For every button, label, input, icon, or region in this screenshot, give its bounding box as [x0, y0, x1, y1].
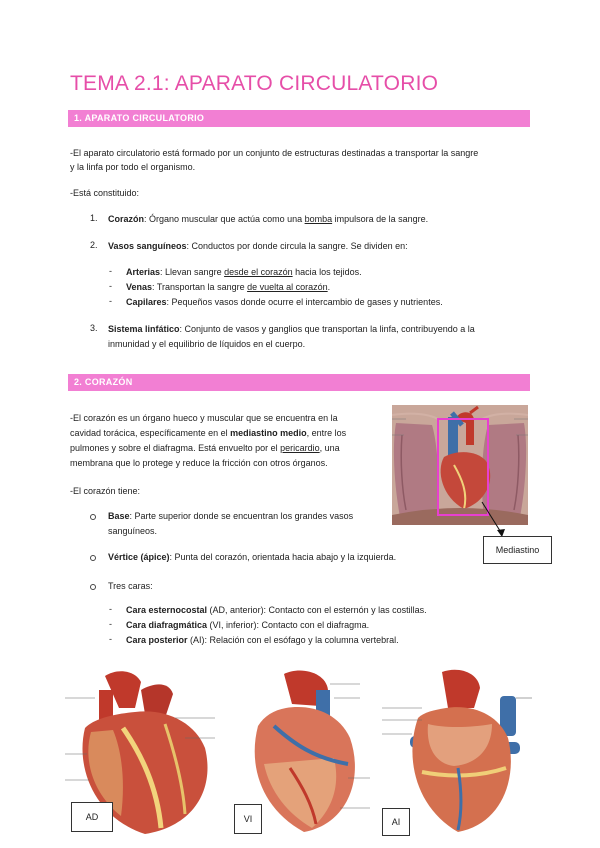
dash: - [109, 634, 112, 644]
figure-label-ad: AD [71, 802, 113, 832]
list-item-corazon: Corazón: Órgano muscular que actúa como una bomba impulsora de la sangre. [108, 214, 429, 224]
figure-label-ai: AI [382, 808, 410, 836]
mediastino-arrow [480, 500, 510, 540]
part-base-cont: sanguíneos. [108, 526, 158, 536]
dash: - [109, 281, 112, 291]
part-base: Base: Parte superior donde se encuentran los grandes vasos [108, 511, 354, 521]
face-diafragmatica: Cara diafragmática (VI, inferior): Contacto con el diafragma. [126, 620, 370, 630]
list-item-venas: Venas: Transportan la sangre de vuelta al corazón. [126, 282, 331, 292]
mediastino-label: Mediastino [483, 536, 552, 564]
heart-anterior-illustration [65, 668, 235, 836]
bullet-circle [90, 584, 96, 590]
face-posterior: Cara posterior (AI): Relación con el esófago y la columna vertebral. [126, 635, 399, 645]
list-item-arterias: Arterias: Llevan sangre desde el corazón hacia los tejidos. [126, 267, 362, 277]
heart-diaphragmatic-illustration [230, 668, 380, 836]
term: Corazón [108, 214, 144, 224]
section-header-aparato-circulatorio: 1. APARATO CIRCULATORIO [68, 110, 530, 127]
bullet-circle [90, 555, 96, 561]
page-title: TEMA 2.1: APARATO CIRCULATORIO [70, 72, 439, 95]
list-item-capilares: Capilares: Pequeños vasos donde ocurre el intercambio de gases y nutrientes. [126, 297, 443, 307]
figure-label-vi: VI [234, 804, 262, 834]
dash: - [109, 604, 112, 614]
heart-posterior-illustration [382, 668, 532, 836]
dash: - [109, 266, 112, 276]
corazon-para-1: -El corazón es un órgano hueco y muscular que se encuentra en la [70, 413, 338, 423]
list-number: 1. [90, 213, 98, 223]
intro-line-1: -El aparato circulatorio está formado por un conjunto de estructuras destinadas a transportar la sangre [70, 148, 479, 158]
list-item-sistema-linfatico: Sistema linfático: Conjunto de vasos y ganglios que transportan la linfa, contribuyendo a la [108, 324, 475, 334]
list-item-sistema-linfatico-cont: inmunidad y el equilibrio de líquidos en el cuerpo. [108, 339, 306, 349]
corazon-para-3: pulmones y sobre el diafragma. Está envuelto por el pericardio, una [70, 443, 340, 453]
corazon-para-4: membrana que lo protege y reduce la fricción con otros órganos. [70, 458, 328, 468]
corazon-para-2: cavidad torácica, específicamente en el mediastino medio, entre los [70, 428, 347, 438]
section-header-corazon: 2. CORAZÓN [68, 374, 530, 391]
corazon-tiene-label: -El corazón tiene: [70, 486, 141, 496]
bullet-circle [90, 514, 96, 520]
list-item-vasos: Vasos sanguíneos: Conductos por donde circula la sangre. Se dividen en: [108, 241, 408, 251]
part-vertice: Vértice (ápice): Punta del corazón, orientada hacia abajo y la izquierda. [108, 552, 397, 562]
dash: - [109, 296, 112, 306]
face-esternocostal: Cara esternocostal (AD, anterior): Contacto con el esternón y las costillas. [126, 605, 427, 615]
dash: - [109, 619, 112, 629]
intro-line-2: y la linfa por todo el organismo. [70, 162, 196, 172]
list-number: 3. [90, 323, 98, 333]
constituted-label: -Está constituido: [70, 188, 140, 198]
list-number: 2. [90, 240, 98, 250]
part-tres-caras: Tres caras: [108, 581, 153, 591]
